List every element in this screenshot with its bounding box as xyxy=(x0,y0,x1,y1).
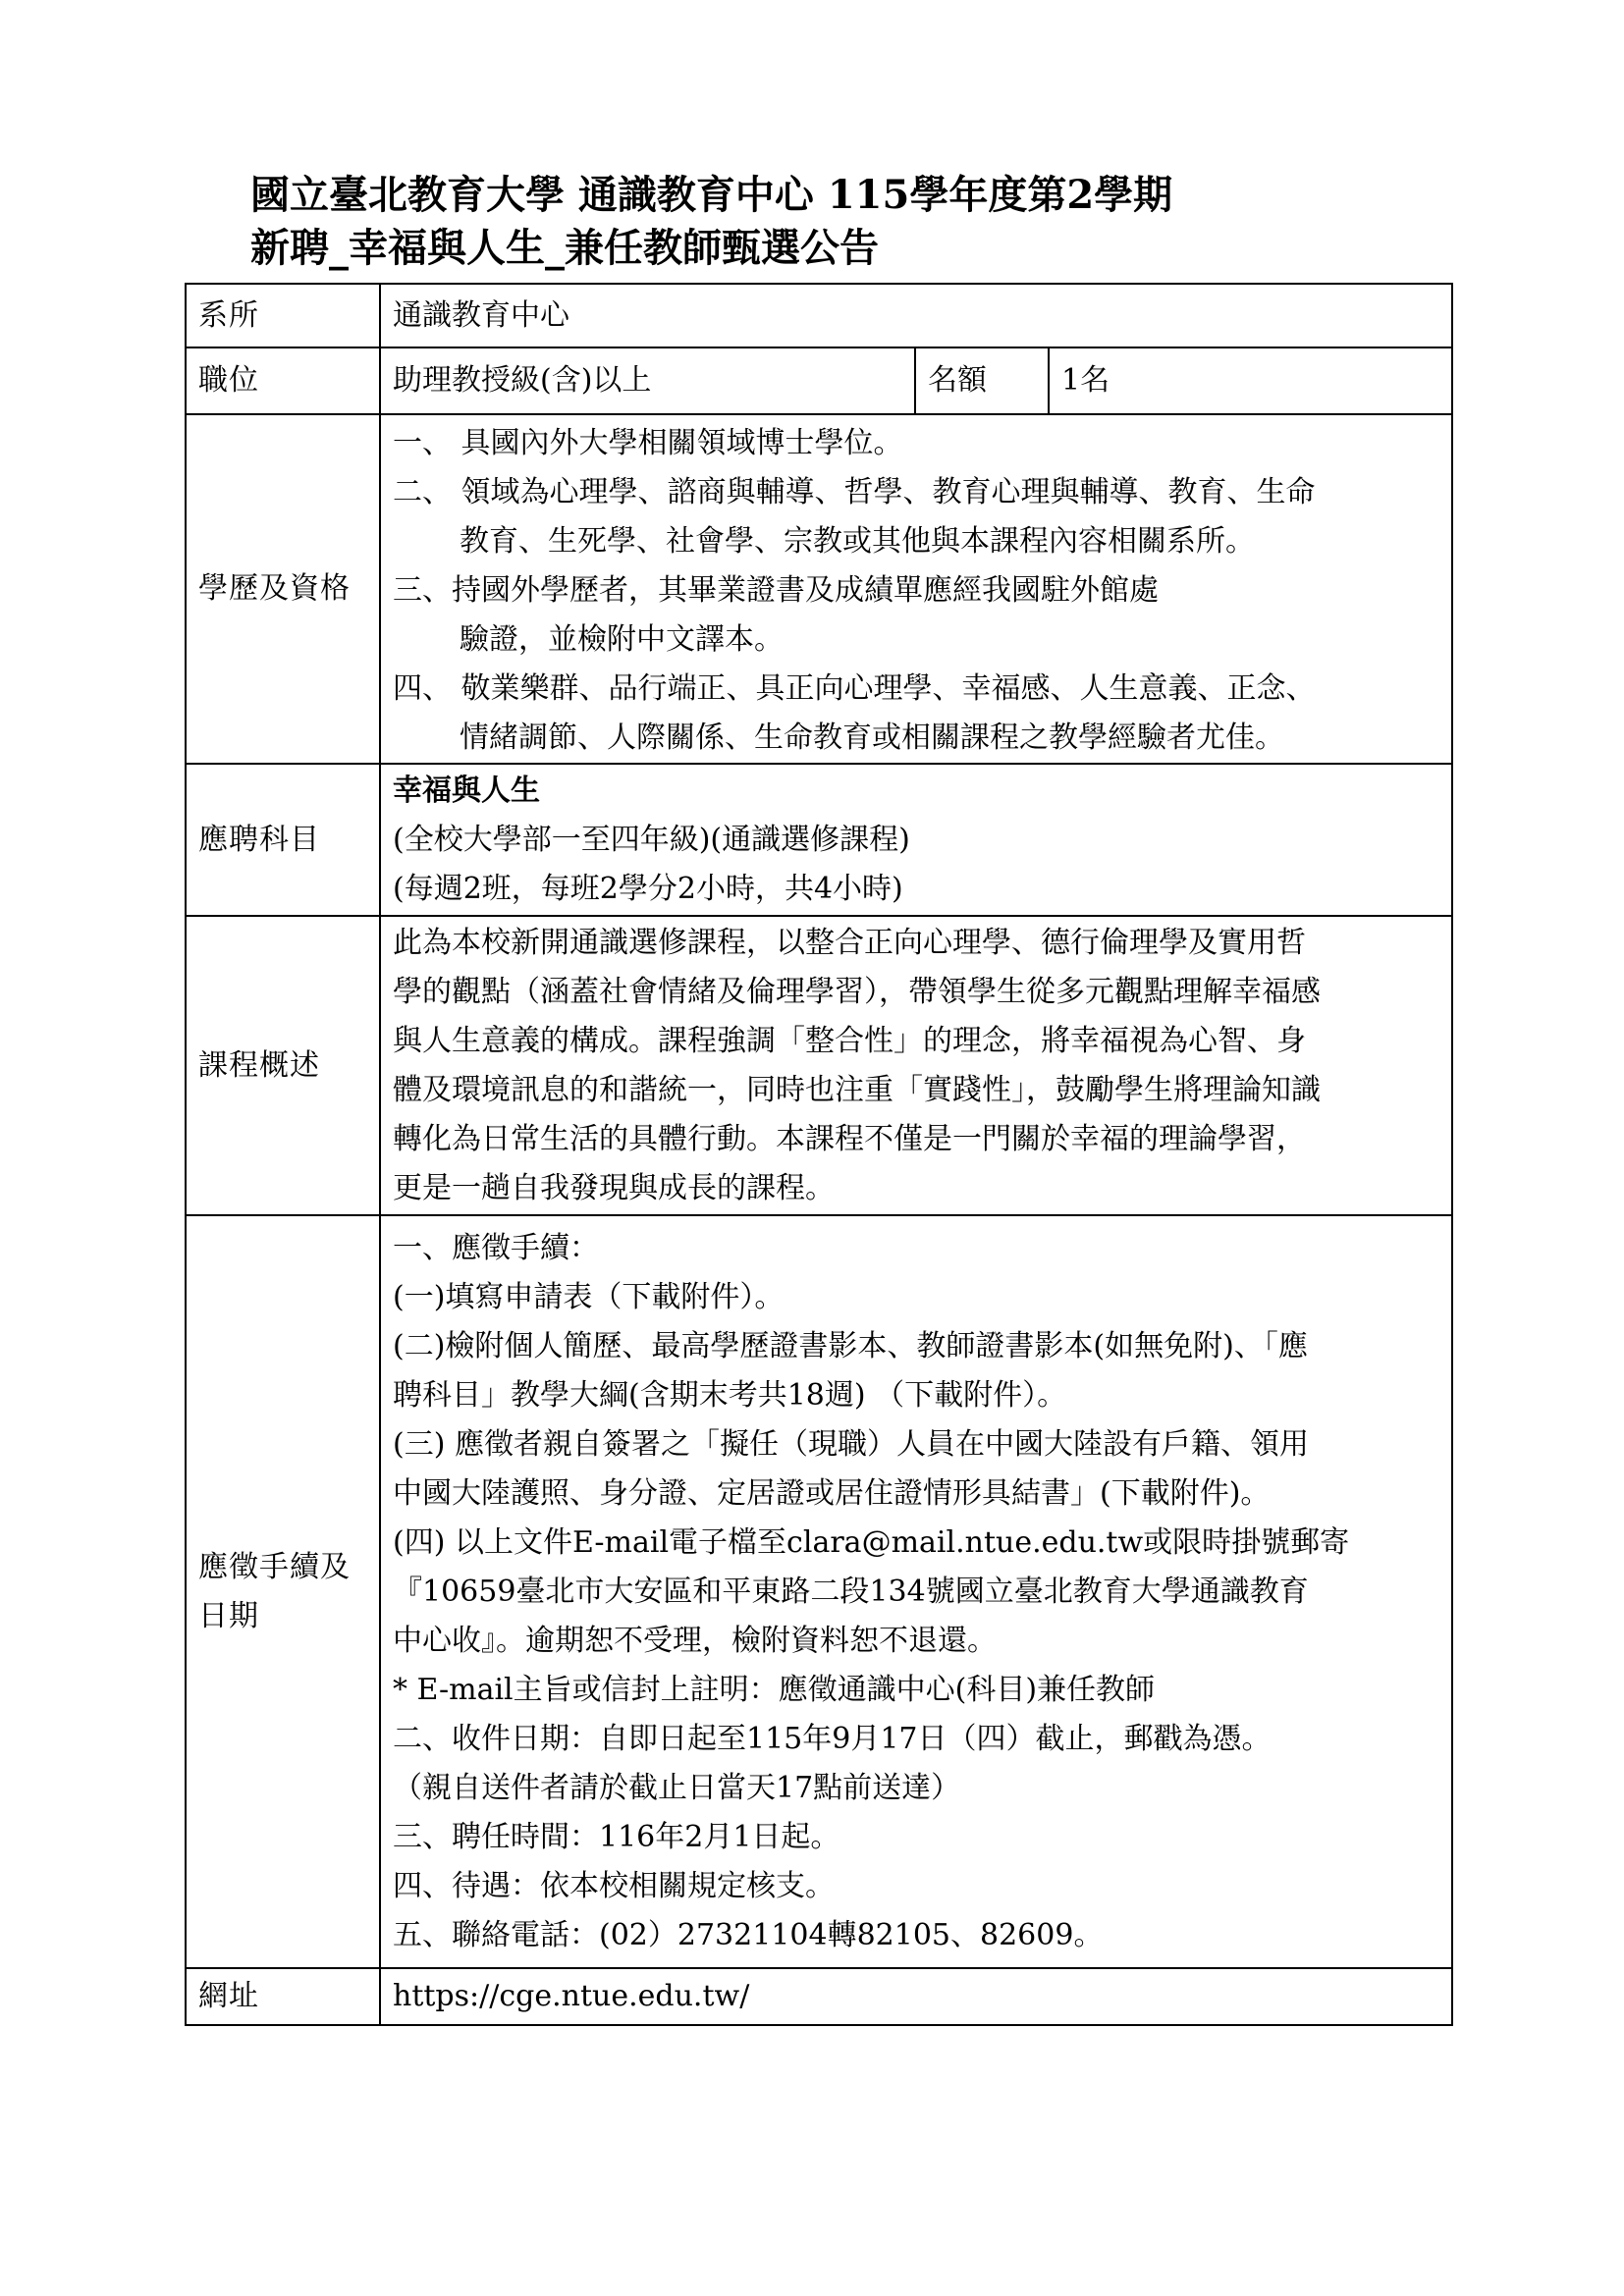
procedure-line: 中國大陸護照、身分證、定居證或居住證情形具結書」(下載附件)。 xyxy=(393,1475,1271,1511)
website-label: 網址 xyxy=(186,1968,380,2025)
quota-label: 名額 xyxy=(915,347,1049,414)
procedure-line: 中心收』。逾期恕不受理，檢附資料恕不退還。 xyxy=(393,1623,997,1658)
description-content xyxy=(380,916,1452,1215)
procedure-line: 四、待遇：依本校相關規定核支。 xyxy=(393,1868,835,1903)
procedure-line: 五、聯絡電話：(02）27321104轉82105、82609。 xyxy=(393,1917,1104,1952)
row-department xyxy=(186,284,1452,347)
procedure-label-line-1: 應徵手續及 xyxy=(198,1549,351,1584)
description-line: 更是一趟自我發現與成長的課程。 xyxy=(393,1170,835,1205)
qualification-item: 一、 具國內外大學相關領域博士學位。 xyxy=(393,426,903,460)
position-value: 助理教授級(含)以上 xyxy=(380,347,915,414)
procedure-line: （親自送件者請於截止日當天17點前送達） xyxy=(393,1770,961,1805)
procedure-line: (二)檢附個人簡歷、最高學歷證書影本、教師證書影本(如無免附)、「應 xyxy=(393,1328,1308,1363)
qualification-item-continued: 教育、生死學、社會學、宗教或其他與本課程內容相關系所。 xyxy=(460,524,1255,559)
procedure-line: (三) 應徵者親自簽署之「擬任（現職）人員在中國大陸設有戶籍、領用 xyxy=(393,1426,1309,1462)
qualification-item-continued: 情緒調節、人際關係、生命教育或相關課程之教學經驗者尤佳。 xyxy=(460,721,1284,755)
procedure-line: 二、收件日期：自即日起至115年9月17日（四）截止，郵戳為憑。 xyxy=(393,1721,1272,1756)
subject-content xyxy=(380,764,1452,916)
position-label: 職位 xyxy=(186,347,380,414)
procedure-line: 『10659臺北市大安區和平東路二段134號國立臺北教育大學通識教育 xyxy=(393,1574,1309,1609)
description-line: 學的觀點（涵蓋社會情緒及倫理學習），帶領學生從多元觀點理解幸福感 xyxy=(393,974,1321,1009)
procedure-line: 三、聘任時間：116年2月1日起。 xyxy=(393,1819,840,1854)
quota-value: 1名 xyxy=(1049,347,1452,414)
procedure-line: 一、應徵手續： xyxy=(393,1230,599,1265)
title-line-2: 新聘_幸福與人生_兼任教師甄選公告 xyxy=(250,225,879,271)
row-description xyxy=(186,916,1452,1215)
procedure-label-line-2: 日期 xyxy=(198,1598,259,1633)
row-qualifications xyxy=(186,414,1452,764)
row-subject xyxy=(186,764,1452,916)
description-line: 轉化為日常生活的具體行動。本課程不僅是一門關於幸福的理論學習， xyxy=(393,1121,1306,1156)
row-procedure xyxy=(186,1215,1452,1968)
qualification-item: 四、 敬業樂群、品行端正、具正向心理學、幸福感、人生意義、正念、 xyxy=(393,671,1316,706)
subject-hours: (每週2班，每班2學分2小時，共4小時) xyxy=(393,871,903,906)
procedure-content xyxy=(380,1215,1452,1968)
row-website xyxy=(186,1968,1452,2025)
qualification-item-continued: 驗證，並檢附中文譯本。 xyxy=(460,622,784,657)
subject-label: 應聘科目 xyxy=(186,764,380,916)
description-line: 與人生意義的構成。課程強調「整合性」的理念，將幸福視為心智、身 xyxy=(393,1023,1306,1058)
qualifications-label: 學歷及資格 xyxy=(186,414,380,764)
procedure-line: (四) 以上文件E-mail電子檔至clara@mail.ntue.edu.tw或限時掛號郵寄 xyxy=(393,1524,1350,1560)
title-line-1: 國立臺北教育大學 通識教育中心 115學年度第2學期 xyxy=(250,172,1173,218)
qualification-item: 三、持國外學歷者，其畢業證書及成績單應經我國駐外館處 xyxy=(393,573,1159,608)
document-title xyxy=(250,169,1429,275)
description-label: 課程概述 xyxy=(186,916,380,1215)
procedure-line: (一)填寫申請表（下載附件）。 xyxy=(393,1279,785,1314)
qualification-item: 二、 領域為心理學、諮商與輔導、哲學、教育心理與輔導、教育、生命 xyxy=(393,475,1316,509)
notice-table xyxy=(185,283,1453,2026)
procedure-label xyxy=(186,1215,380,1968)
row-position xyxy=(186,347,1452,414)
procedure-line: * E-mail主旨或信封上註明：應徵通識中心(科目)兼任教師 xyxy=(393,1672,1156,1707)
qualifications-content xyxy=(380,414,1452,764)
description-line: 此為本校新開通識選修課程，以整合正向心理學、德行倫理學及實用哲 xyxy=(393,925,1306,960)
department-label: 系所 xyxy=(186,284,380,347)
description-line: 體及環境訊息的和諧統一，同時也注重「實踐性」，鼓勵學生將理論知識 xyxy=(393,1072,1321,1107)
procedure-line: 聘科目」教學大綱(含期末考共18週) （下載附件）。 xyxy=(393,1377,1067,1413)
department-value: 通識教育中心 xyxy=(380,284,1452,347)
subject-name: 幸福與人生 xyxy=(393,773,540,808)
subject-scope: (全校大學部一至四年級)(通識選修課程) xyxy=(393,822,910,857)
website-link[interactable]: https://cge.ntue.edu.tw/ xyxy=(380,1968,1452,2025)
